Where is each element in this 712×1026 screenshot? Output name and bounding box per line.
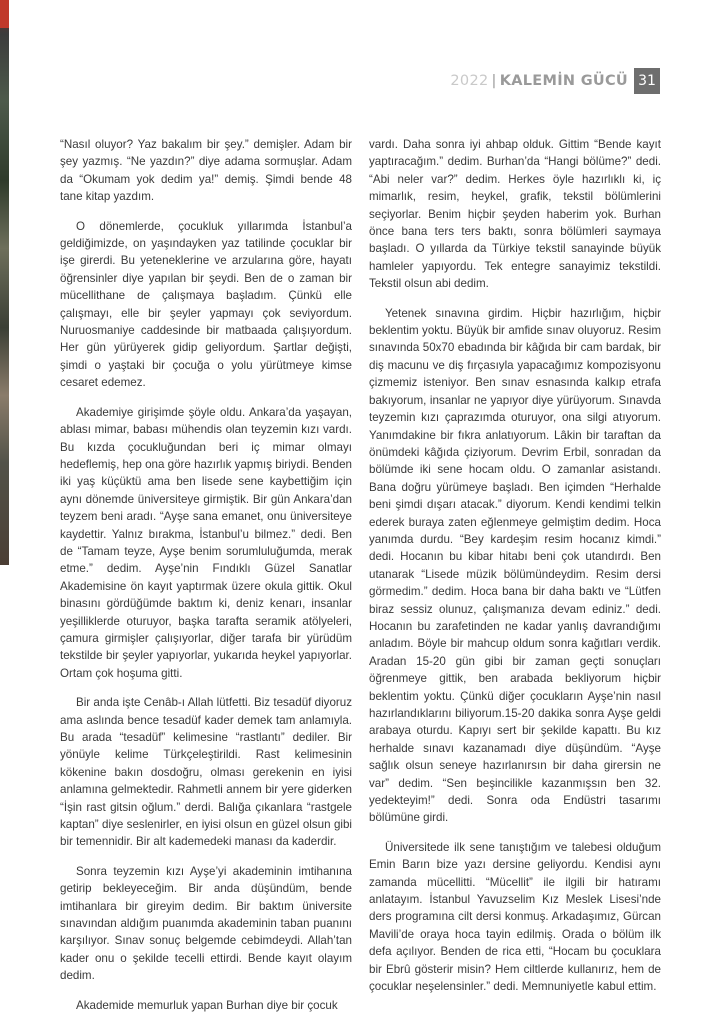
photo-edge <box>0 0 9 565</box>
paragraph: O dönemlerde, çocukluk yıllarımda İstanbul’a geldiğimizde, on yaşındayken yaz tatilinde çocuklar bir işe girerdi. Bu yeteneklerine ve arzularına göre, hayatı öğrensinler diye yapılan bir şeydi. Ben de o zaman bir mücellithane de çalışmaya başladım. Çünkü elle çalışmayı, elle bir şeyler yapmayı çok seviyordum. Nuruosmaniye caddesinde bir matbaada çalışıyordum. Her gün yürüyerek gidip geliyordum. Şartlar değişti, şimdi o yaştaki bir çocuğa o yolu yürütmeye kimse cesaret edemez. <box>60 219 352 390</box>
paragraph: Bir anda işte Cenâb-ı Allah lütfetti. Biz tesadüf diyoruz ama aslında bence tesadüf kader demek tam anlamıyla. Bu arada “tesadüf” kelimesine “rastlantı” dediler. Bir yönüyle kelime Türkçeleştirildi. Rast kelimesinin kökenine bakın dosdoğru, olması gerekenin en iyisi anlamına gelmektedir. Rahmetli annem bir yere giderken “İşin rast gitsin oğlum.” derdi. Balığa çıkanlara “rastgele kaptan” diye seslenirler, en iyisi olsun en güzel olsun gibi bir temennidir. Bir alt kademedeki manası da kaderdir. <box>60 696 352 849</box>
paragraph: Akademide memurluk yapan Burhan diye bir çocuk <box>76 998 338 1012</box>
paragraph: vardı. Daha sonra iyi ahbap olduk. Gittim “Bende kayıt yaptıracağım.” dedim. Burhan’da “Hangi bölüme?” dedi. “Abi neler var?” dedim. Herkes öyle hazırlıklı ki, iç mimarlık, resim, heykel, grafik, tekstil bölümlerini seçiyorlar. Benim hiçbir şeyden haberim yok. Burhan önce bana ters ters baktı, sonra bölümleri saymaya başladı. O yıllarda da Türkiye tekstil sanayinde büyük hamleler yapıyordu. Tek entegre sanayimiz tekstildi. Tekstil olsun abi dedim. <box>369 138 661 291</box>
running-header <box>450 68 660 94</box>
paragraph: Üniversitede ilk sene tanıştığım ve talebesi olduğum Emin Barın bize yazı dersine geliyordu. Kendisi aynı zamanda mücellitti. “Mücellit” ile ilgili bir hatıramı anlatayım. İstanbul Yavuzselim Kız Meslek Lisesi’nde ders programına cilt dersi konmuş. Arkadaşımız, Gürcan Mavili’de oraya hoca tayin edilmiş. Orada o bölüm ilk defa açılıyor. Benden de rica etti, “Hocam bu çocuklara bir Ebrû gösterir misin? Hem ciltlerde kullanırız, hem de çocuklar neşelensinler.” dedi. Memnuniyetle kabul ettim. <box>369 840 661 994</box>
header-year: 2022 <box>450 73 489 89</box>
page-number: 31 <box>634 68 660 94</box>
right-column <box>369 136 661 1008</box>
left-column <box>60 136 352 1026</box>
paragraph: “Nasıl oluyor? Yaz bakalım bir şey.” demişler. Adam bir şey yazmış. “Ne yazdın?” diye adama sormuşlar. Adam da “Okumam yok dedim ya!” demiş. Şimdi bende 48 tane kitap yazdım. <box>60 138 352 204</box>
header-separator: | <box>491 73 497 89</box>
paragraph: Sonra teyzemin kızı Ayşe’yi akademinin imtihanına getirip bekleyeceğim. Bir anda düşündüm, bende imtihanlara bir gireyim dedim. Bir baktım üniversite sınavından aldığım puanımda akademinin taban puanını karşılıyor. Sınav sonuç belgemde cebimdeydi. Allah’tan kader onu o şekilde tecelli ettirdi. Bende kayıt olayım dedim. <box>60 864 352 983</box>
header-title: KALEMİN GÜCÜ <box>499 73 628 89</box>
paragraph: Yetenek sınavına girdim. Hiçbir hazırlığım, hiçbir beklentim yoktu. Büyük bir amfide sınav oluyoruz. Resim sınavında 50x70 ebadında bir kâğıda bir cam bardak, bir diş macunu ve diş fırçasıyla yapacağımız kompozisyonu çizmemiz isteniyor. Ben sınav esnasında kalkıp etrafa bakıyorum, insanlar ne yapıyor diye yürüyorum. Sınavda teyzemin kızı çaprazımda oturuyor, ona silgi atıyorum. Yanımdakine bir fıkra anlatıyorum. Lâkin bir taraftan da önümdeki kâğıda çiziyorum. Devrim Erbil, sonradan da bölümde iki sene hocam oldu. O zamanlar asistandı. Bana doğru yürümeye başladı. Ben içimden “Herhalde beni şimdi dışarı atacak.” diyorum. Kendi kendimi telkin ederek buraya zaten eğlenmeye gelmiştim dedim. Hoca yanımda durdu. “Bey kardeşim resim hocanız kimdi.” dedi. Hocanın bu kibar hitabı beni çok utandırdı. Ben utanarak “Lisede müzik bölümündeydim. Resim dersi görmedim.” dedim. Hoca bana bir daha baktı ve “Lütfen biraz sessiz olunuz, çalışmanıza devam ediniz.” dedi. Hocanın bu zarafetinden ne kadar yanlış davrandığımı anladım. Böyle bir mahcup oldum sonra kağıtları verdik. Aradan 15-20 gün gibi bir zaman geçti sonuçları öğrenmeye gittik, ben arabada bekliyorum hiçbir beklentim yoktu. Çünkü diğer çocukların Ayşe’nin nasıl hazırlandıklarını biliyorum.15-20 dakika sonra Ayşe geldi arabaya oturdu. Kapıyı sert bir şekilde kapattı. Bu kız herhalde sınavı kazanamadı diye düşündüm. “Ayşe sağlık olsun seneye hazırlanırsın bir daha girersin ne var” dedim. “Sen beşincilikle kazanmışsın ben 32. yedekteyim!” dedi. Sonra oda Endüstri tasarımı bölümüne girdi. <box>369 306 661 825</box>
photo-edge-accent <box>0 0 9 28</box>
header-text <box>450 73 628 89</box>
paragraph: Akademiye girişimde şöyle oldu. Ankara’da yaşayan, ablası mimar, babası mühendis olan teyzemin kızı vardı. Bu kızda çocukluğundan beri iç mimar olmayı hedeflemiş, hep ona göre hazırlık yapmış biriydi. Benden iki yaş küçüktü ama ben lisede sene kaybettiğim için aynı dönemde üniversiteye girmiştik. Bir gün Ankara’dan teyzem beni aradı. “Ayşe sana emanet, onu üniversiteye kaydettir. Yalnız bırakma, İstanbul’u bilmez.” dedi. Ben de “Tamam teyze, Ayşe benim sorumluluğumda, merak etme.” dedim. Ayşe’nin Fındıklı Güzel Sanatlar Akademisine ön kayıt yaptırmak üzere okula gittik. Okul binasını gördüğümde baktım ki, deniz kenarı, insanlar yeşilliklerde oturuyor, başka tarafta seramik atölyeleri, çamura girmişler çalışıyorlar, diğer tarafa bir yürüdüm tekstilde bir şeyler yapıyorlar, yukarıda heykel yapıyorlar. Ortam çok hoşuma gitti. <box>60 405 352 680</box>
